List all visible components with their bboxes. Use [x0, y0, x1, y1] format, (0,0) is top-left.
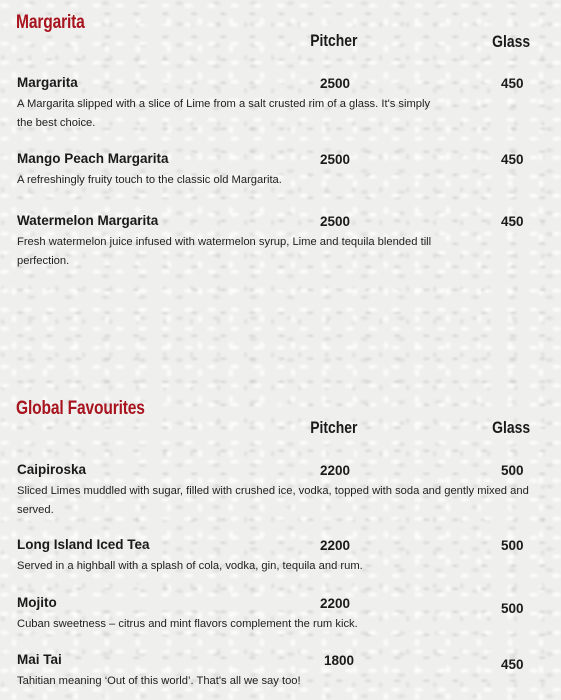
- item-glass-price: 450: [501, 214, 524, 229]
- glass-column-header: Glass: [492, 418, 531, 437]
- item-pitcher-price: 2200: [320, 596, 351, 611]
- item-name: Mojito: [17, 595, 57, 610]
- pitcher-column-header: Pitcher: [310, 418, 358, 437]
- pitcher-column-header: Pitcher: [310, 31, 358, 50]
- item-pitcher-price: 2200: [320, 463, 351, 478]
- item-glass-price: 500: [501, 538, 524, 553]
- section-title: Margarita: [16, 12, 85, 33]
- item-glass-price: 500: [501, 463, 524, 478]
- item-pitcher-price: 2500: [320, 152, 351, 167]
- glass-column-header: Glass: [492, 32, 531, 51]
- item-name: Watermelon Margarita: [17, 213, 159, 228]
- item-pitcher-price: 2500: [320, 76, 351, 91]
- item-glass-price: 450: [501, 76, 524, 91]
- item-name: Margarita: [17, 75, 78, 90]
- item-glass-price: 450: [501, 152, 524, 167]
- item-description: A Margarita slipped with a slice of Lime from a salt crusted rim of a glass. It's simply the best choice.: [17, 98, 431, 129]
- item-pitcher-price: 1800: [324, 653, 355, 668]
- item-name: Mango Peach Margarita: [17, 151, 169, 166]
- item-description: A refreshingly fruity touch to the classic old Margarita.: [17, 174, 282, 186]
- item-glass-price: 500: [501, 601, 524, 616]
- item-glass-price: 450: [501, 657, 524, 672]
- item-description: Fresh watermelon juice infused with watermelon syrup, Lime and tequila blended till perfection.: [17, 236, 432, 267]
- item-description: Tahitian meaning ‘Out of this world’. That's all we say too!: [17, 675, 301, 687]
- item-description: Served in a highball with a splash of cola, vodka, gin, tequila and rum.: [17, 560, 363, 572]
- item-pitcher-price: 2500: [320, 214, 351, 229]
- item-name: Caipiroska: [17, 462, 87, 477]
- section-title: Global Favourites: [16, 398, 145, 419]
- item-pitcher-price: 2200: [320, 538, 351, 553]
- item-name: Long Island Iced Tea: [17, 537, 150, 552]
- item-description: Sliced Limes muddled with sugar, filled with crushed ice, vodka, topped with soda and gently mixed and served.: [17, 485, 529, 516]
- item-description: Cuban sweetness – citrus and mint flavors complement the rum kick.: [17, 618, 358, 630]
- item-name: Mai Tai: [17, 652, 62, 667]
